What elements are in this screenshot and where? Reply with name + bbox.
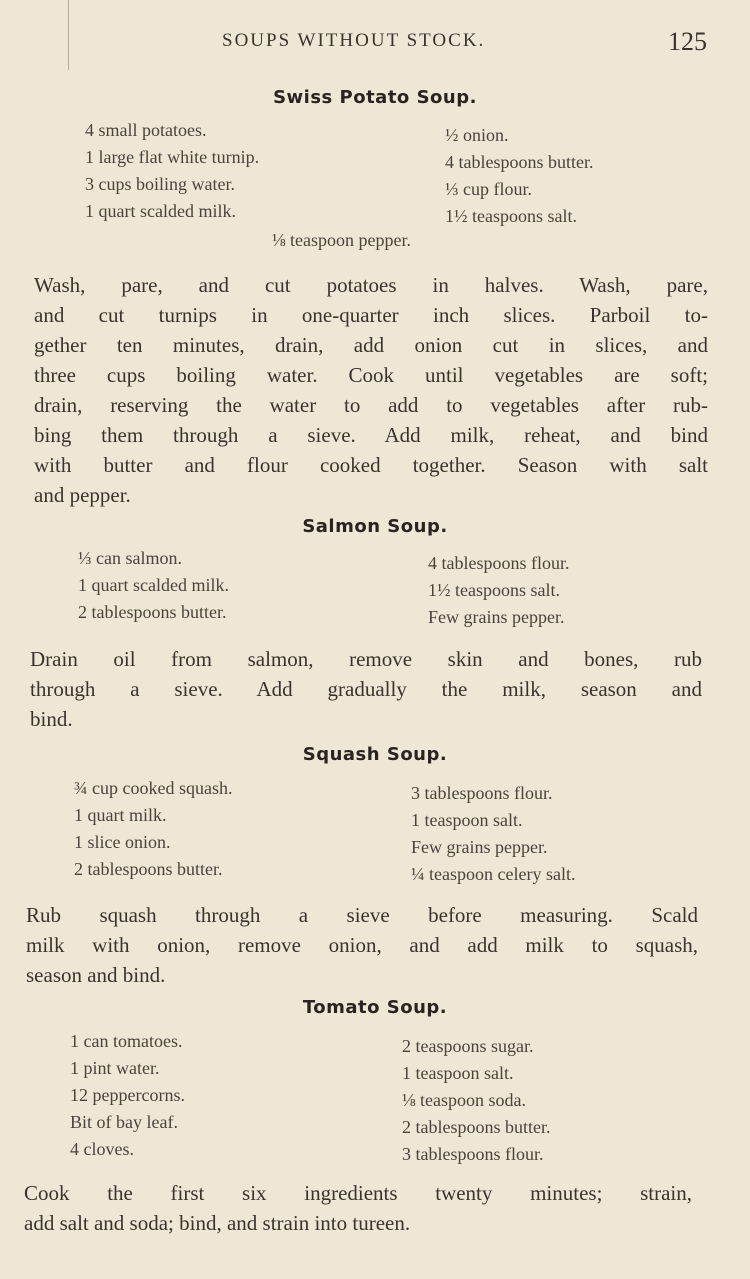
ingredient: 1 quart scalded milk. (78, 575, 229, 595)
text-line: bing them through a sieve. Add milk, reheat, and bind (34, 423, 708, 447)
ingredients-right-salmon (428, 550, 570, 631)
ingredient: 1 teaspoon salt. (411, 810, 523, 830)
instructions-swiss-potato (34, 270, 708, 510)
ingredient: 2 tablespoons butter. (74, 859, 223, 879)
ingredient: 12 peppercorns. (70, 1085, 185, 1105)
text-line: Drain oil from salmon, remove skin and bones, rub (30, 647, 702, 671)
recipe-title-squash: Squash Soup. (302, 744, 448, 765)
ingredients-right-swiss-potato (445, 122, 593, 230)
text-line: Cook the first six ingredients twenty minutes; strain, (24, 1181, 692, 1205)
text-line: three cups boiling water. Cook until vegetables are soft; (34, 363, 708, 387)
ingredient: 4 small potatoes. (85, 120, 207, 140)
instructions-tomato (24, 1178, 692, 1238)
ingredients-left-swiss-potato (85, 117, 259, 225)
ingredient: 4 cloves. (70, 1139, 134, 1159)
ingredient: Few grains pepper. (428, 607, 565, 627)
ingredient: 3 tablespoons flour. (411, 783, 553, 803)
ingredient: 1 teaspoon salt. (402, 1063, 514, 1083)
text-line: milk with onion, remove onion, and add milk to squash, (26, 933, 698, 957)
recipe-title-swiss-potato: Swiss Potato Soup. (273, 87, 477, 108)
ingredient: 1 large flat white turnip. (85, 147, 260, 167)
text-line: with butter and flour cooked together. Season with salt (34, 453, 708, 477)
text-line: and pepper. (34, 483, 131, 507)
ingredient: ⅓ can salmon. (78, 548, 182, 568)
text-line: through a sieve. Add gradually the milk, season and (30, 677, 702, 701)
ingredient: 2 tablespoons butter. (78, 602, 227, 622)
running-head (0, 28, 750, 58)
text-line: and cut turnips in one-quarter inch slices. Parboil to- (34, 303, 708, 327)
running-title: SOUPS WITHOUT STOCK. (222, 30, 486, 51)
text-line: Rub squash through a sieve before measuring. Scald (26, 903, 698, 927)
recipe-title-salmon: Salmon Soup. (302, 516, 448, 537)
ingredient: 4 tablespoons flour. (428, 553, 570, 573)
page-number: 125 (668, 27, 707, 56)
instructions-salmon (30, 644, 702, 734)
ingredient: 1 pint water. (70, 1058, 160, 1078)
recipe-title-tomato: Tomato Soup. (302, 997, 448, 1018)
ingredient: ⅛ teaspoon soda. (402, 1090, 526, 1110)
ingredients-left-squash (74, 775, 232, 883)
ingredient: Few grains pepper. (411, 837, 548, 857)
ingredient: 1½ teaspoons salt. (445, 206, 577, 226)
ingredient: 2 teaspoons sugar. (402, 1036, 534, 1056)
ingredients-left-salmon (78, 545, 229, 626)
text-line: gether ten minutes, drain, add onion cut in slices, and (34, 333, 708, 357)
ingredients-right-squash (411, 780, 575, 888)
ingredient: 1 can tomatoes. (70, 1031, 183, 1051)
instructions-squash (26, 900, 698, 990)
ingredient: ½ onion. (445, 125, 509, 145)
ingredient: 4 tablespoons butter. (445, 152, 594, 172)
ingredient-centered: ⅛ teaspoon pepper. (272, 230, 411, 250)
ingredient: 1 quart milk. (74, 805, 167, 825)
ingredient: 1 quart scalded milk. (85, 201, 236, 221)
ingredient: 2 tablespoons butter. (402, 1117, 551, 1137)
ingredient: 1 slice onion. (74, 832, 171, 852)
ingredients-right-tomato (402, 1033, 550, 1168)
ingredient: ¼ teaspoon celery salt. (411, 864, 576, 884)
ingredient: Bit of bay leaf. (70, 1112, 178, 1132)
ingredients-left-tomato (70, 1028, 185, 1163)
ingredient: ¾ cup cooked squash. (74, 778, 233, 798)
text-line: add salt and soda; bind, and strain into tureen. (24, 1211, 411, 1235)
text-line: drain, reserving the water to add to vegetables after rub- (34, 393, 708, 417)
text-line: Wash, pare, and cut potatoes in halves. Wash, pare, (34, 273, 708, 297)
ingredient: 3 tablespoons flour. (402, 1144, 544, 1164)
text-line: bind. (30, 707, 73, 731)
ingredient: 1½ teaspoons salt. (428, 580, 560, 600)
ingredient: ⅓ cup flour. (445, 179, 532, 199)
ingredient: 3 cups boiling water. (85, 174, 235, 194)
text-line: season and bind. (26, 963, 166, 987)
